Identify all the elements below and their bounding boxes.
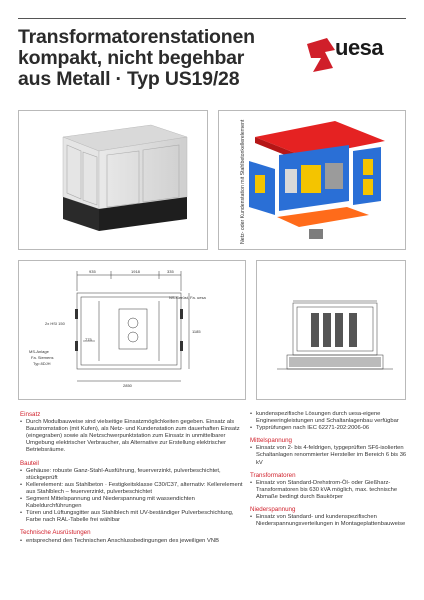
label-siemens: Fa. Siemens <box>31 355 54 360</box>
plan-drawing-panel <box>18 260 246 400</box>
section-transformatoren <box>250 472 408 501</box>
label-hsi: 2x HSI 150 <box>45 321 65 326</box>
front-view-panel <box>256 260 406 400</box>
left-text-column <box>20 411 246 550</box>
dim-top-1: 935 <box>89 269 96 274</box>
station-photo <box>19 111 209 251</box>
list-item: • Einsatz von 2- bis 4-feldrigen, typgeprüften SF6-isolierten Schaltanlagen renommierter Hersteller im Bereich 6 bis 36 kV <box>250 445 408 466</box>
section-heading: Transformatoren <box>250 471 296 479</box>
exploded-view-panel <box>218 110 406 250</box>
title-line-3: aus Metall · Typ US19/28 <box>18 68 240 90</box>
list-item: • Durch Modulbauweise sind vielseitige Einsatzmöglichkeiten gegeben. Einsatz als Baustromstation (mit Kufen), als Netz- und Kundenstation zum dauerhaften Einsatz (eingegraben) sowie als Netzschwerpunktstation zum Einsatz in unmittelbarer Umgebung elektrischer Verbraucher, als Alternative zur Erstellung elektrischer Betriebsräume. <box>20 419 246 454</box>
dim-top-3: 335 <box>167 269 174 274</box>
section-heading: Einsatz <box>20 411 41 418</box>
dim-2850: 2850 <box>123 383 132 388</box>
title-line-1: Transformatorenstationen <box>18 26 255 48</box>
section-heading: Mittelspannung <box>250 437 292 445</box>
section-einsatz <box>20 411 246 455</box>
section-heading: Bauteil <box>20 459 39 467</box>
list-item: • Gehäuse: robuste Ganz-Stahl-Ausführung, feuerverzinkt, pulverbeschichtet, stückgeprüft <box>20 468 246 482</box>
header-rule <box>18 18 406 19</box>
label-ms-anlage: MS-Anlage <box>29 349 49 354</box>
list-item: • Einsatz von Standard- und kundenspezifischen Niederspannungsverteilungen in Montageplattenbauweise <box>250 514 408 528</box>
front-view <box>257 261 407 401</box>
label-ns-geruest: NS-Gerüst, Fa. uesa <box>169 295 206 300</box>
exploded-view <box>219 111 407 251</box>
plan-drawing <box>19 261 247 401</box>
section-bauteil <box>20 460 246 525</box>
section-heading: Niederspannung <box>250 506 296 514</box>
section-loesungen <box>250 411 408 432</box>
label-typ: Typ 8DJH <box>33 361 51 366</box>
section-mittelspannung <box>250 437 408 466</box>
brand-name: uesa <box>335 35 384 60</box>
dim-1185: 1185 <box>192 329 201 334</box>
section-technische-ausruestungen <box>20 529 246 544</box>
dim-top-2: 1918 <box>131 269 140 274</box>
dim-775: 775 <box>85 337 92 342</box>
list-item: • Türen und Lüftungsgitter aus Stahlblech mit UV-beständiger Pulverbeschichtung, Farbe nach RAL-Tabelle frei wählbar <box>20 510 246 524</box>
list-item: • kundenspezifische Lösungen durch uesa-eigene Engineeringleistungen und Schaltanlagenbau verfügbar <box>250 411 408 425</box>
section-heading: Technische Ausrüstungen <box>20 529 91 537</box>
title-line-2: kompakt, nicht begehbar <box>18 47 245 69</box>
page-title <box>18 27 308 90</box>
list-item: • Einsatz von Standard-Drehstrom-Öl- oder Gießharz-Transformatoren bis 630 kVA möglich, max. technische Abmaße bedingt durch Baukörper <box>250 480 408 501</box>
list-item: • Segment Mittelspannung und Niederspannung mit wassendichten Kabeldurchführungen <box>20 496 246 510</box>
exploded-view-caption: Netz- oder Kundenstation mit Stahlbetonkellerelement <box>240 119 246 244</box>
section-niederspannung <box>250 506 408 528</box>
station-photo-panel <box>18 110 208 250</box>
right-text-column <box>250 411 408 533</box>
list-item: • Kellerelement: aus Stahlbeton · Festigkeitsklasse C30/C37, alternativ: Kellerelement aus Stahlblech – feuerverzinkt, pulverbeschichtet <box>20 482 246 496</box>
list-item: • Typprüfungen nach IEC 62271-202:2006-06 <box>250 425 408 432</box>
list-item: • entsprechend den Technischen Anschlussbedingungen des jeweiligen VNB <box>20 538 246 545</box>
